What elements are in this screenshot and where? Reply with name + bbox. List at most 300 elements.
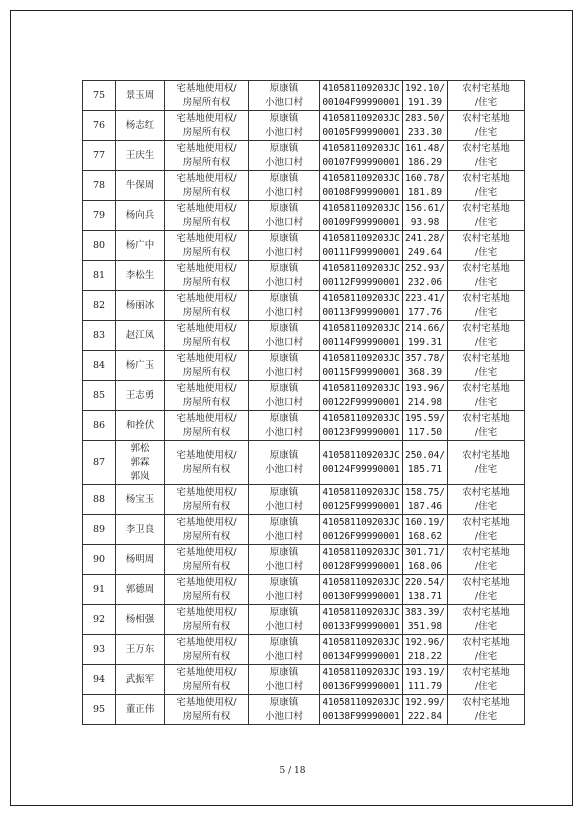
area-cell-line: 199.31 [407, 336, 443, 348]
page-number: 5 / 18 [279, 766, 306, 776]
unit-code-cell-line: 00104F99990001 [322, 96, 400, 108]
area-cell [403, 381, 448, 411]
row-number-cell [83, 575, 116, 605]
land-use-cell-line: 农村宅基地 [462, 292, 510, 304]
row-number-cell [83, 81, 116, 111]
unit-code-cell-line: 410581109203JC [322, 449, 400, 461]
row-number-cell-line: 79 [92, 209, 106, 221]
location-cell [249, 351, 320, 381]
land-use-cell-line: /住宅 [474, 126, 498, 138]
right-type-cell-line: 宅基地使用权/ [176, 516, 237, 528]
unit-code-cell-line: 410581109203JC [322, 696, 400, 708]
table-row [83, 381, 525, 411]
right-type-cell [165, 141, 249, 171]
area-cell-line: 192.96/ [404, 636, 446, 648]
table-row [83, 665, 525, 695]
location-cell [249, 81, 320, 111]
owner-name-cell [116, 321, 165, 351]
owner-name-cell-line: 杨丽冰 [125, 299, 155, 311]
location-cell [249, 635, 320, 665]
row-number-cell-line: 75 [92, 89, 106, 101]
area-cell-line: 186.29 [407, 156, 443, 168]
unit-code-cell-line: 00108F99990001 [322, 186, 400, 198]
land-use-cell-line: 农村宅基地 [462, 142, 510, 154]
land-use-cell [448, 635, 525, 665]
location-cell-line: 原康镇 [269, 576, 299, 588]
land-use-cell [448, 351, 525, 381]
owner-name-cell-line: 和拴伏 [125, 419, 155, 431]
right-type-cell [165, 231, 249, 261]
owner-name-cell-line: 杨广中 [125, 239, 155, 251]
right-type-cell-line: 房屋所有权 [182, 276, 231, 288]
row-number-cell [83, 291, 116, 321]
land-use-cell [448, 695, 525, 725]
unit-code-cell [320, 321, 403, 351]
row-number-cell-line: 80 [92, 239, 106, 251]
location-cell-line: 原康镇 [269, 546, 299, 558]
unit-code-cell-line: 410581109203JC [322, 322, 400, 334]
unit-code-cell-line: 410581109203JC [322, 262, 400, 274]
area-cell-line: 138.71 [407, 590, 443, 602]
row-number-cell [83, 231, 116, 261]
area-cell-line: 177.76 [407, 306, 443, 318]
land-use-cell [448, 665, 525, 695]
area-cell [403, 111, 448, 141]
right-type-cell [165, 485, 249, 515]
right-type-cell-line: 房屋所有权 [182, 560, 231, 572]
right-type-cell-line: 宅基地使用权/ [176, 292, 237, 304]
land-use-cell [448, 411, 525, 441]
owner-name-cell-line: 郭岚 [130, 470, 150, 482]
owner-name-cell [116, 575, 165, 605]
area-cell-line: 117.50 [407, 426, 443, 438]
land-use-cell-line: 农村宅基地 [462, 82, 510, 94]
row-number-cell-line: 83 [92, 329, 106, 341]
unit-code-cell-line: 410581109203JC [322, 412, 400, 424]
right-type-cell [165, 201, 249, 231]
area-cell [403, 695, 448, 725]
unit-code-cell-line: 00122F99990001 [322, 396, 400, 408]
area-cell-line: 214.66/ [404, 322, 446, 334]
location-cell [249, 605, 320, 635]
area-cell-line: 223.41/ [404, 292, 446, 304]
location-cell-line: 原康镇 [269, 352, 299, 364]
owner-name-cell [116, 545, 165, 575]
land-use-cell [448, 575, 525, 605]
right-type-cell-line: 宅基地使用权/ [176, 112, 237, 124]
unit-code-cell [320, 111, 403, 141]
right-type-cell-line: 房屋所有权 [182, 650, 231, 662]
land-use-cell-line: /住宅 [474, 216, 498, 228]
land-use-cell-line: /住宅 [474, 246, 498, 258]
unit-code-cell [320, 381, 403, 411]
row-number-cell [83, 141, 116, 171]
row-number-cell [83, 351, 116, 381]
right-type-cell [165, 171, 249, 201]
land-use-cell-line: /住宅 [474, 463, 498, 475]
row-number-cell-line: 82 [92, 299, 106, 311]
right-type-cell-line: 房屋所有权 [182, 500, 231, 512]
right-type-cell-line: 房屋所有权 [182, 530, 231, 542]
location-cell-line: 小池口村 [264, 306, 303, 318]
land-use-cell-line: 农村宅基地 [462, 666, 510, 678]
row-number-cell-line: 87 [92, 456, 106, 468]
location-cell-line: 原康镇 [269, 516, 299, 528]
location-cell-line: 原康镇 [269, 232, 299, 244]
unit-code-cell-line: 410581109203JC [322, 606, 400, 618]
owner-name-cell-line: 赵江凤 [125, 329, 155, 341]
area-cell-line: 192.10/ [404, 82, 446, 94]
area-cell [403, 141, 448, 171]
area-cell [403, 545, 448, 575]
land-use-cell-line: /住宅 [474, 620, 498, 632]
owner-name-cell-line: 李卫良 [125, 523, 155, 535]
area-cell-line: 158.75/ [404, 486, 446, 498]
area-cell-line: 168.62 [407, 530, 443, 542]
location-cell-line: 原康镇 [269, 82, 299, 94]
land-use-cell-line: 农村宅基地 [462, 449, 510, 461]
row-number-cell [83, 261, 116, 291]
row-number-cell-line: 78 [92, 179, 106, 191]
location-cell-line: 小池口村 [264, 530, 303, 542]
owner-name-cell [116, 635, 165, 665]
area-cell-line: 93.98 [410, 216, 440, 228]
area-cell [403, 321, 448, 351]
row-number-cell [83, 665, 116, 695]
right-type-cell-line: 宅基地使用权/ [176, 172, 237, 184]
unit-code-cell [320, 201, 403, 231]
land-use-cell [448, 545, 525, 575]
area-cell-line: 192.99/ [404, 696, 446, 708]
location-cell-line: 原康镇 [269, 202, 299, 214]
right-type-cell-line: 宅基地使用权/ [176, 352, 237, 364]
area-cell [403, 231, 448, 261]
land-use-cell-line: /住宅 [474, 336, 498, 348]
area-cell-line: 383.39/ [404, 606, 446, 618]
location-cell-line: 原康镇 [269, 382, 299, 394]
owner-name-cell-line: 杨相强 [125, 613, 155, 625]
owner-name-cell-line: 王庆生 [125, 149, 155, 161]
land-use-cell-line: 农村宅基地 [462, 202, 510, 214]
land-use-cell-line: /住宅 [474, 156, 498, 168]
area-cell-line: 193.19/ [404, 666, 446, 678]
right-type-cell-line: 房屋所有权 [182, 590, 231, 602]
right-type-cell-line: 房屋所有权 [182, 216, 231, 228]
row-number-cell-line: 77 [92, 149, 106, 161]
land-use-cell-line: /住宅 [474, 426, 498, 438]
land-use-cell-line: 农村宅基地 [462, 606, 510, 618]
row-number-cell-line: 95 [92, 703, 106, 715]
owner-name-cell-line: 景玉周 [125, 89, 155, 101]
owner-name-cell [116, 485, 165, 515]
table-row [83, 81, 525, 111]
location-cell [249, 171, 320, 201]
unit-code-cell [320, 605, 403, 635]
right-type-cell-line: 宅基地使用权/ [176, 202, 237, 214]
area-cell [403, 485, 448, 515]
unit-code-cell-line: 410581109203JC [322, 352, 400, 364]
table-row [83, 635, 525, 665]
row-number-cell-line: 91 [92, 583, 106, 595]
right-type-cell-line: 房屋所有权 [182, 463, 231, 475]
location-cell [249, 441, 320, 485]
right-type-cell-line: 宅基地使用权/ [176, 232, 237, 244]
row-number-cell [83, 381, 116, 411]
unit-code-cell [320, 141, 403, 171]
owner-name-cell [116, 231, 165, 261]
unit-code-cell [320, 351, 403, 381]
right-type-cell-line: 房屋所有权 [182, 156, 231, 168]
unit-code-cell-line: 410581109203JC [322, 232, 400, 244]
right-type-cell-line: 宅基地使用权/ [176, 486, 237, 498]
unit-code-cell-line: 410581109203JC [322, 202, 400, 214]
location-cell-line: 原康镇 [269, 292, 299, 304]
unit-code-cell-line: 00123F99990001 [322, 426, 400, 438]
land-use-cell-line: /住宅 [474, 396, 498, 408]
right-type-cell [165, 575, 249, 605]
owner-name-cell-line: 郭德周 [125, 583, 155, 595]
right-type-cell-line: 房屋所有权 [182, 96, 231, 108]
land-use-cell [448, 261, 525, 291]
row-number-cell [83, 635, 116, 665]
land-use-cell-line: 农村宅基地 [462, 352, 510, 364]
right-type-cell [165, 81, 249, 111]
unit-code-cell-line: 410581109203JC [322, 576, 400, 588]
land-use-cell [448, 81, 525, 111]
land-use-cell [448, 605, 525, 635]
unit-code-cell-line: 410581109203JC [322, 112, 400, 124]
row-number-cell-line: 76 [92, 119, 106, 131]
unit-code-cell-line: 00126F99990001 [322, 530, 400, 542]
table-row [83, 201, 525, 231]
location-cell [249, 485, 320, 515]
row-number-cell-line: 86 [92, 419, 106, 431]
owner-name-cell [116, 411, 165, 441]
area-cell-line: 222.84 [407, 710, 443, 722]
location-cell [249, 665, 320, 695]
unit-code-cell-line: 410581109203JC [322, 82, 400, 94]
table-row [83, 231, 525, 261]
table-row [83, 441, 525, 485]
location-cell-line: 小池口村 [264, 710, 303, 722]
owner-name-cell [116, 261, 165, 291]
location-cell-line: 小池口村 [264, 276, 303, 288]
row-number-cell [83, 441, 116, 485]
unit-code-cell [320, 635, 403, 665]
area-cell-line: 156.61/ [404, 202, 446, 214]
unit-code-cell-line: 00133F99990001 [322, 620, 400, 632]
table-row [83, 351, 525, 381]
location-cell-line: 小池口村 [264, 560, 303, 572]
area-cell-line: 232.06 [407, 276, 443, 288]
owner-name-cell-line: 董正伟 [125, 703, 155, 715]
area-cell [403, 201, 448, 231]
area-cell-line: 241.28/ [404, 232, 446, 244]
area-cell [403, 605, 448, 635]
area-cell-line: 168.06 [407, 560, 443, 572]
location-cell [249, 231, 320, 261]
area-cell-line: 249.64 [407, 246, 443, 258]
right-type-cell [165, 665, 249, 695]
row-number-cell [83, 485, 116, 515]
right-type-cell-line: 房屋所有权 [182, 366, 231, 378]
row-number-cell [83, 411, 116, 441]
right-type-cell-line: 房屋所有权 [182, 306, 231, 318]
unit-code-cell-line: 410581109203JC [322, 382, 400, 394]
unit-code-cell-line: 00136F99990001 [322, 680, 400, 692]
location-cell [249, 515, 320, 545]
location-cell [249, 291, 320, 321]
location-cell-line: 小池口村 [264, 650, 303, 662]
registration-table [82, 80, 525, 725]
location-cell-line: 小池口村 [264, 336, 303, 348]
right-type-cell-line: 宅基地使用权/ [176, 606, 237, 618]
location-cell-line: 原康镇 [269, 172, 299, 184]
unit-code-cell-line: 00107F99990001 [322, 156, 400, 168]
land-use-cell-line: 农村宅基地 [462, 636, 510, 648]
land-use-cell [448, 381, 525, 411]
right-type-cell-line: 宅基地使用权/ [176, 666, 237, 678]
location-cell-line: 原康镇 [269, 696, 299, 708]
location-cell-line: 小池口村 [264, 680, 303, 692]
unit-code-cell-line: 00109F99990001 [322, 216, 400, 228]
right-type-cell [165, 321, 249, 351]
right-type-cell-line: 宅基地使用权/ [176, 322, 237, 334]
row-number-cell [83, 695, 116, 725]
right-type-cell-line: 宅基地使用权/ [176, 262, 237, 274]
location-cell [249, 545, 320, 575]
owner-name-cell-line: 郭松 [130, 442, 150, 454]
location-cell [249, 321, 320, 351]
location-cell-line: 小池口村 [264, 620, 303, 632]
area-cell-line: 252.93/ [404, 262, 446, 274]
unit-code-cell-line: 410581109203JC [322, 142, 400, 154]
area-cell [403, 81, 448, 111]
unit-code-cell [320, 575, 403, 605]
row-number-cell-line: 84 [92, 359, 106, 371]
area-cell [403, 441, 448, 485]
right-type-cell-line: 房屋所有权 [182, 246, 231, 258]
unit-code-cell [320, 171, 403, 201]
right-type-cell-line: 房屋所有权 [182, 620, 231, 632]
right-type-cell [165, 695, 249, 725]
location-cell-line: 原康镇 [269, 449, 299, 461]
area-cell-line: 195.59/ [404, 412, 446, 424]
area-cell-line: 160.19/ [404, 516, 446, 528]
location-cell-line: 小池口村 [264, 500, 303, 512]
right-type-cell [165, 605, 249, 635]
area-cell-line: 250.04/ [404, 449, 446, 461]
registration-table-body [83, 81, 525, 725]
location-cell-line: 原康镇 [269, 142, 299, 154]
land-use-cell-line: /住宅 [474, 186, 498, 198]
area-cell-line: 233.30 [407, 126, 443, 138]
land-use-cell [448, 291, 525, 321]
location-cell-line: 小池口村 [264, 366, 303, 378]
right-type-cell [165, 411, 249, 441]
location-cell-line: 小池口村 [264, 246, 303, 258]
unit-code-cell-line: 410581109203JC [322, 172, 400, 184]
land-use-cell-line: /住宅 [474, 560, 498, 572]
land-use-cell-line: /住宅 [474, 276, 498, 288]
right-type-cell [165, 441, 249, 485]
right-type-cell [165, 291, 249, 321]
area-cell-line: 357.78/ [404, 352, 446, 364]
table-row [83, 321, 525, 351]
row-number-cell-line: 88 [92, 493, 106, 505]
row-number-cell [83, 545, 116, 575]
location-cell-line: 小池口村 [264, 590, 303, 602]
row-number-cell-line: 85 [92, 389, 106, 401]
table-row [83, 291, 525, 321]
right-type-cell [165, 381, 249, 411]
owner-name-cell-line: 武振军 [125, 673, 155, 685]
area-cell-line: 181.89 [407, 186, 443, 198]
owner-name-cell [116, 291, 165, 321]
right-type-cell-line: 宅基地使用权/ [176, 576, 237, 588]
land-use-cell [448, 201, 525, 231]
land-use-cell-line: 农村宅基地 [462, 516, 510, 528]
right-type-cell-line: 宅基地使用权/ [176, 412, 237, 424]
location-cell-line: 小池口村 [264, 216, 303, 228]
location-cell-line: 原康镇 [269, 412, 299, 424]
area-cell [403, 575, 448, 605]
unit-code-cell-line: 410581109203JC [322, 666, 400, 678]
land-use-cell-line: 农村宅基地 [462, 696, 510, 708]
table-row [83, 261, 525, 291]
table-row [83, 575, 525, 605]
location-cell [249, 411, 320, 441]
area-cell-line: 368.39 [407, 366, 443, 378]
owner-name-cell-line: 郭霖 [130, 456, 150, 468]
right-type-cell-line: 宅基地使用权/ [176, 142, 237, 154]
row-number-cell [83, 111, 116, 141]
unit-code-cell-line: 00134F99990001 [322, 650, 400, 662]
unit-code-cell [320, 261, 403, 291]
owner-name-cell-line: 杨志红 [125, 119, 155, 131]
row-number-cell [83, 605, 116, 635]
area-cell [403, 635, 448, 665]
land-use-cell-line: 农村宅基地 [462, 232, 510, 244]
unit-code-cell [320, 81, 403, 111]
unit-code-cell [320, 411, 403, 441]
unit-code-cell-line: 410581109203JC [322, 546, 400, 558]
row-number-cell-line: 92 [92, 613, 106, 625]
land-use-cell-line: /住宅 [474, 680, 498, 692]
area-cell-line: 214.98 [407, 396, 443, 408]
land-use-cell [448, 485, 525, 515]
owner-name-cell [116, 605, 165, 635]
area-cell-line: 111.79 [407, 680, 443, 692]
right-type-cell-line: 房屋所有权 [182, 680, 231, 692]
location-cell-line: 小池口村 [264, 426, 303, 438]
location-cell [249, 575, 320, 605]
table-row [83, 411, 525, 441]
land-use-cell-line: /住宅 [474, 650, 498, 662]
table-row [83, 605, 525, 635]
unit-code-cell-line: 00125F99990001 [322, 500, 400, 512]
location-cell [249, 111, 320, 141]
land-use-cell-line: 农村宅基地 [462, 172, 510, 184]
owner-name-cell-line: 杨明周 [125, 553, 155, 565]
owner-name-cell [116, 141, 165, 171]
location-cell-line: 小池口村 [264, 186, 303, 198]
location-cell-line: 原康镇 [269, 666, 299, 678]
unit-code-cell-line: 410581109203JC [322, 292, 400, 304]
location-cell-line: 原康镇 [269, 606, 299, 618]
right-type-cell [165, 545, 249, 575]
location-cell-line: 小池口村 [264, 156, 303, 168]
